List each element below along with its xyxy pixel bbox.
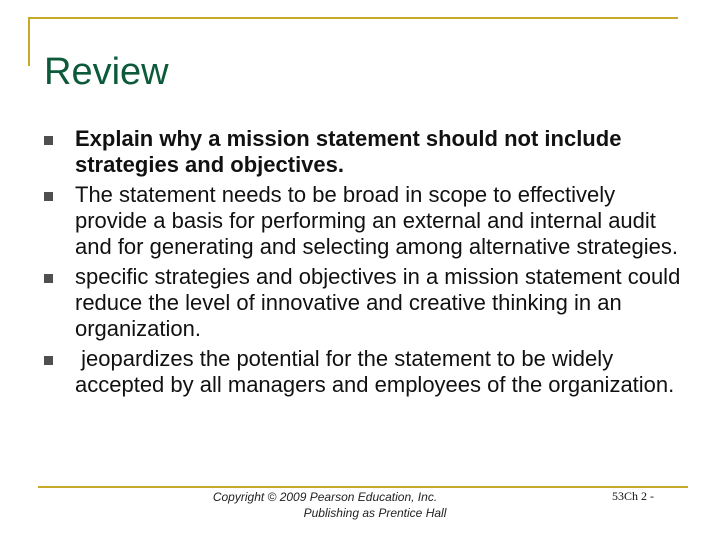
square-bullet-icon [44, 274, 53, 283]
bullet-list [40, 126, 690, 402]
slide-title: Review [44, 51, 169, 94]
square-bullet-icon [44, 356, 53, 365]
footer-copyright [190, 489, 460, 521]
bullet-text: jeopardizes the potential for the statement to be widely accepted by all managers and employees of the organization. [75, 346, 675, 397]
square-bullet-icon [44, 136, 53, 145]
footer-divider [38, 486, 688, 488]
bullet-item [40, 264, 690, 342]
title-frame-top-line [28, 17, 678, 19]
bullet-text: Explain why a mission statement should not include strategies and objectives. [75, 126, 622, 177]
copyright-line-1: Copyright © 2009 Pearson Education, Inc. [212, 490, 438, 504]
square-bullet-icon [44, 192, 53, 201]
title-frame-left-line [28, 17, 30, 66]
bullet-item [40, 182, 690, 260]
page-number: 53Ch 2 - [612, 489, 654, 503]
copyright-line-2: Publishing as Prentice Hall [303, 506, 447, 520]
bullet-text: specific strategies and objectives in a mission statement could reduce the level of innovative and creative thinking in an organization. [75, 264, 681, 341]
bullet-item [40, 126, 690, 178]
bullet-item [40, 346, 690, 398]
bullet-text: The statement needs to be broad in scope to effectively provide a basis for performing an external and internal audit and for generating and selecting among alternative strategies. [75, 182, 678, 259]
